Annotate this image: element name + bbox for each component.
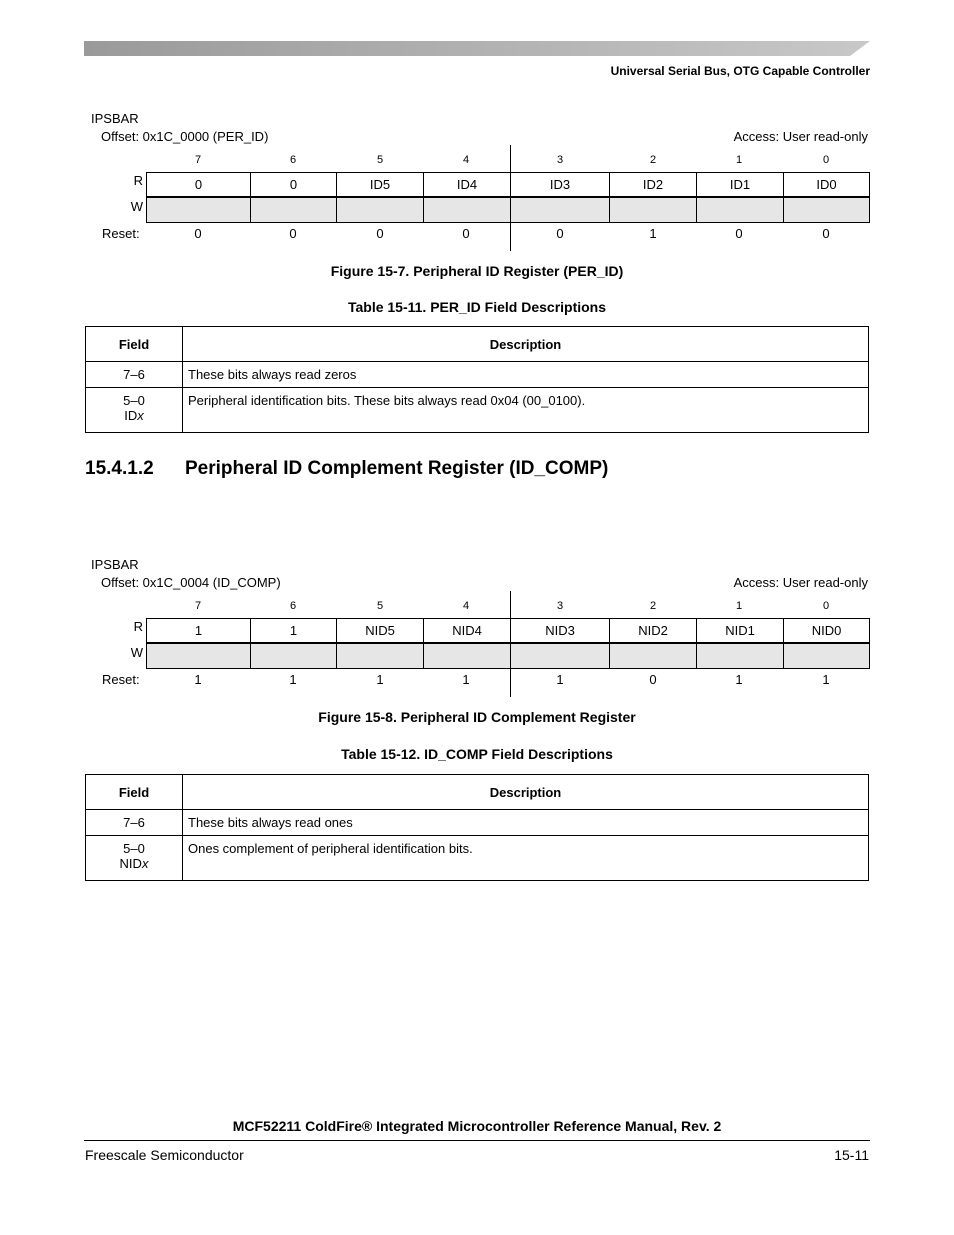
header-bar bbox=[84, 41, 870, 56]
field-bits: 5–0 bbox=[123, 841, 145, 856]
table-caption: Table 15-11. PER_ID Field Descriptions bbox=[347, 299, 607, 315]
reset-value: 0 bbox=[822, 226, 830, 241]
write-row-label: W bbox=[130, 199, 143, 214]
reset-value: 0 bbox=[735, 226, 743, 241]
section-number: 15.4.1.2 bbox=[85, 458, 154, 479]
reset-value: 1 bbox=[556, 672, 564, 687]
bit-number: 7 bbox=[194, 154, 202, 166]
bit-number: 6 bbox=[289, 600, 297, 612]
bit-number: 6 bbox=[289, 154, 297, 166]
reset-value: 0 bbox=[376, 226, 384, 241]
figure-caption: Figure 15-7. Peripheral ID Register (PER_ID) bbox=[330, 263, 624, 279]
field-cell: 0 bbox=[250, 172, 337, 197]
write-cell bbox=[609, 643, 697, 669]
field-cell: ID0 bbox=[783, 172, 870, 197]
write-row-label: W bbox=[130, 645, 143, 660]
description-cell: These bits always read zeros bbox=[183, 362, 869, 388]
reset-value: 1 bbox=[735, 672, 743, 687]
read-row-label: R bbox=[133, 173, 143, 188]
reset-value: 1 bbox=[376, 672, 384, 687]
register-access: Access: User read-only bbox=[733, 129, 868, 144]
register-access: Access: User read-only bbox=[733, 575, 868, 590]
field-cell bbox=[86, 810, 183, 836]
field-cell: 0 bbox=[146, 172, 251, 197]
register-diagram-id-comp bbox=[84, 557, 870, 687]
footer-rule bbox=[84, 1140, 870, 1141]
field-cell: NID3 bbox=[510, 618, 610, 643]
write-cell bbox=[510, 643, 610, 669]
reset-value: 1 bbox=[462, 672, 470, 687]
field-cell: ID1 bbox=[696, 172, 784, 197]
field-cell: ID4 bbox=[423, 172, 511, 197]
field-name: NIDx bbox=[119, 856, 149, 871]
page-number: 15-11 bbox=[834, 1147, 869, 1163]
write-cell bbox=[336, 197, 424, 223]
bit-number: 5 bbox=[376, 600, 384, 612]
column-header-field: Field bbox=[86, 327, 183, 362]
write-cell bbox=[783, 643, 870, 669]
field-descriptions-table bbox=[85, 774, 869, 881]
field-cell: NID2 bbox=[609, 618, 697, 643]
write-cell bbox=[783, 197, 870, 223]
reset-value: 1 bbox=[649, 226, 657, 241]
reset-label: Reset: bbox=[102, 672, 140, 687]
field-name: IDx bbox=[124, 408, 144, 423]
write-cell bbox=[336, 643, 424, 669]
field-cell: ID5 bbox=[336, 172, 424, 197]
bit-number: 7 bbox=[194, 600, 202, 612]
field-cell: NID0 bbox=[783, 618, 870, 643]
reset-label: Reset: bbox=[102, 226, 140, 241]
section-heading bbox=[85, 458, 608, 480]
register-base: IPSBAR bbox=[91, 557, 139, 572]
register-diagram-per-id bbox=[84, 111, 870, 241]
field-cell: ID3 bbox=[510, 172, 610, 197]
table-row bbox=[86, 388, 869, 433]
reset-value: 0 bbox=[556, 226, 564, 241]
reset-value: 0 bbox=[194, 226, 202, 241]
table-row bbox=[86, 362, 869, 388]
bit-number: 1 bbox=[735, 600, 743, 612]
reset-value: 0 bbox=[289, 226, 297, 241]
register-offset: Offset: 0x1C_0000 (PER_ID) bbox=[101, 129, 269, 144]
table-header-row bbox=[86, 775, 869, 810]
reset-value: 1 bbox=[822, 672, 830, 687]
write-cell bbox=[696, 197, 784, 223]
column-header-description: Description bbox=[183, 327, 869, 362]
bit-number: 4 bbox=[462, 600, 470, 612]
register-offset: Offset: 0x1C_0004 (ID_COMP) bbox=[101, 575, 281, 590]
bit-number: 1 bbox=[735, 154, 743, 166]
figure-caption: Figure 15-8. Peripheral ID Complement Register bbox=[318, 709, 636, 725]
field-cell: 1 bbox=[250, 618, 337, 643]
write-cell bbox=[146, 197, 251, 223]
column-header-description: Description bbox=[183, 775, 869, 810]
description-cell: These bits always read ones bbox=[183, 810, 869, 836]
bit-number: 0 bbox=[822, 154, 830, 166]
running-title: Universal Serial Bus, OTG Capable Controller bbox=[610, 64, 870, 78]
bit-number: 4 bbox=[462, 154, 470, 166]
write-cell bbox=[250, 643, 337, 669]
field-cell: 1 bbox=[146, 618, 251, 643]
bit-number: 2 bbox=[649, 600, 657, 612]
column-header-field: Field bbox=[86, 775, 183, 810]
table-row bbox=[86, 810, 869, 836]
write-cell bbox=[250, 197, 337, 223]
footer-company: Freescale Semiconductor bbox=[85, 1147, 244, 1163]
reset-value: 1 bbox=[289, 672, 297, 687]
bit-number: 5 bbox=[376, 154, 384, 166]
reset-value: 0 bbox=[462, 226, 470, 241]
footer-manual-title: MCF52211 ColdFire® Integrated Microcontroller Reference Manual, Rev. 2 bbox=[232, 1118, 722, 1134]
bit-number: 2 bbox=[649, 154, 657, 166]
description-cell: Ones complement of peripheral identification bits. bbox=[183, 836, 869, 881]
read-row-label: R bbox=[133, 619, 143, 634]
field-cell: ID2 bbox=[609, 172, 697, 197]
field-cell: NID4 bbox=[423, 618, 511, 643]
reset-value: 1 bbox=[194, 672, 202, 687]
field-bits: 5–0 bbox=[123, 393, 145, 408]
field-cell: NID1 bbox=[696, 618, 784, 643]
table-row bbox=[86, 836, 869, 881]
register-base: IPSBAR bbox=[91, 111, 139, 126]
field-cell bbox=[86, 388, 183, 433]
field-bits: 7–6 bbox=[123, 367, 145, 382]
field-cell: NID5 bbox=[336, 618, 424, 643]
field-bits: 7–6 bbox=[123, 815, 145, 830]
field-cell bbox=[86, 362, 183, 388]
write-cell bbox=[423, 643, 511, 669]
reset-value: 0 bbox=[649, 672, 657, 687]
write-cell bbox=[423, 197, 511, 223]
table-header-row bbox=[86, 327, 869, 362]
field-cell bbox=[86, 836, 183, 881]
field-descriptions-table bbox=[85, 326, 869, 433]
section-title: Peripheral ID Complement Register (ID_COMP) bbox=[185, 458, 609, 479]
write-cell bbox=[510, 197, 610, 223]
bit-number: 0 bbox=[822, 600, 830, 612]
write-cell bbox=[609, 197, 697, 223]
table-caption: Table 15-12. ID_COMP Field Descriptions bbox=[341, 746, 613, 762]
description-cell: Peripheral identification bits. These bits always read 0x04 (00_0100). bbox=[183, 388, 869, 433]
bit-number: 3 bbox=[556, 154, 564, 166]
write-cell bbox=[696, 643, 784, 669]
bit-number: 3 bbox=[556, 600, 564, 612]
write-cell bbox=[146, 643, 251, 669]
